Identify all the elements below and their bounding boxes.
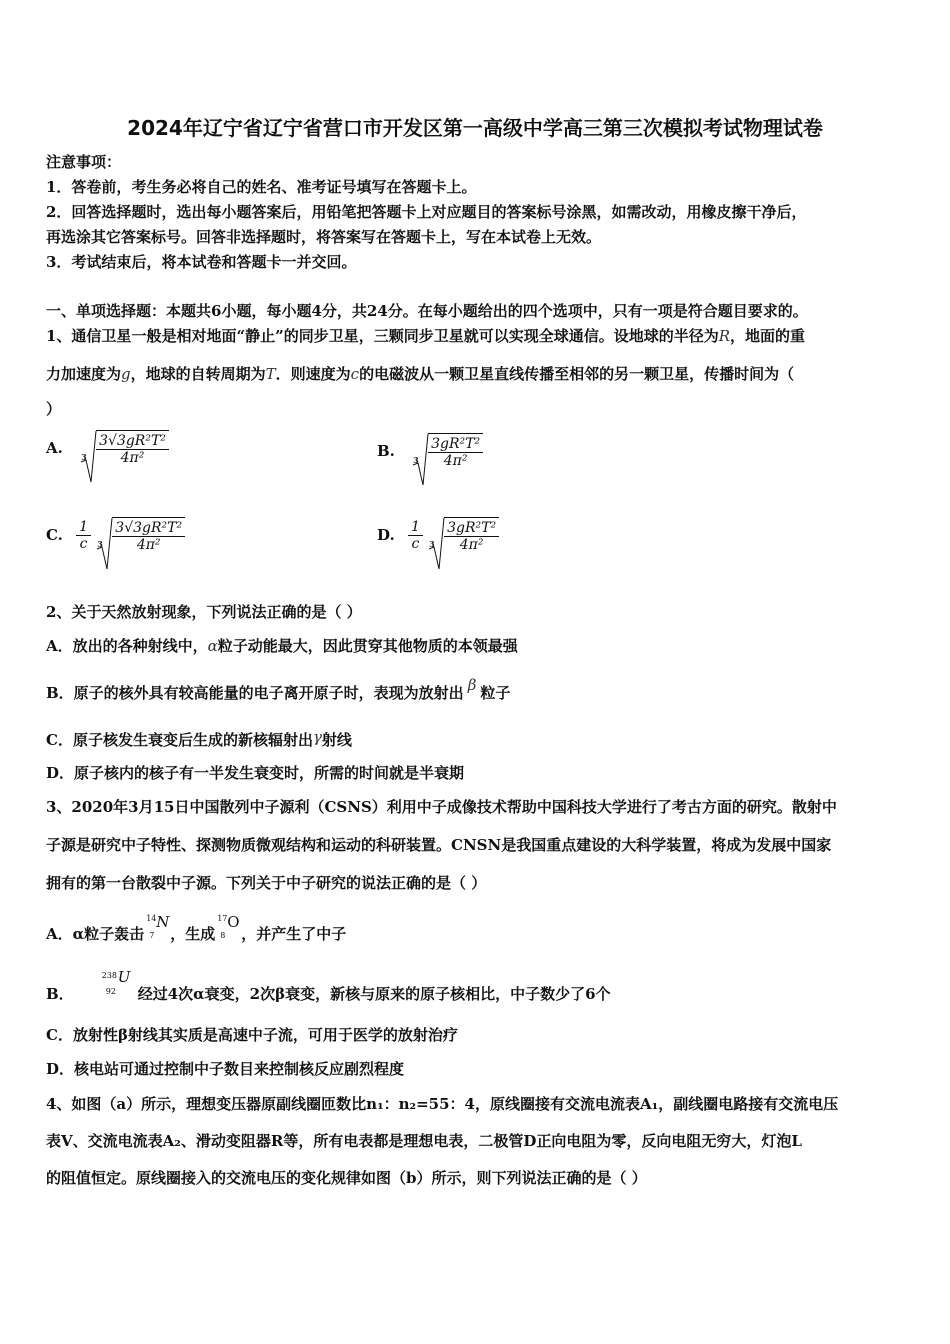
q3-option-b: B． 238 92 U 经过4次α衰变，2次β衰变，新核与原来的原子核相比，中子数少了6个 — [46, 968, 611, 1003]
nuclide-u: 238 92 U — [101, 968, 131, 996]
q3-option-c: C．放射性β射线其实质是高速中子流，可用于医学的放射治疗 — [46, 1026, 458, 1044]
q1-option-a: A. 3 $\frac{\text{3√3gR²T²}}{\text{4π²}}$ — [46, 430, 169, 466]
q2-option-a: A．放出的各种射线中，α粒子动能最大，因此贯穿其他物质的本领最强 — [46, 637, 518, 655]
section-heading: 一、单项选择题：本题共6小题，每小题4分，共24分。在每小题给出的四个选项中，只有一项是符合题目要求的。 — [46, 302, 808, 320]
q2-option-b: B．原子的核外具有较高能量的电子离开原子时，表现为放射出 β 粒子 — [46, 676, 511, 702]
notice-item: 3．考试结束后，将本试卷和答题卡一并交回。 — [46, 253, 357, 271]
math-symbol: c — [350, 365, 360, 383]
nuclide-o: 17 8 O — [217, 913, 240, 940]
q4-line1: 4、如图（a）所示，理想变压器原副线圈匝数比n₁：n₂=55：4，原线圈接有交流电流表A₁，副线圈电路接有交流电压 — [46, 1095, 839, 1113]
beta-symbol: β — [467, 676, 477, 694]
alpha-symbol: α — [207, 637, 218, 655]
q3-line1: 3、2020年3月15日中国散列中子源利（CSNS）利用中子成像技术帮助中国科技大学进行了考古方面的研究。散射中 — [46, 798, 837, 816]
cube-root: 3 $\frac{\text{3gR²T²}}{\text{4π²}}$ — [412, 433, 483, 469]
cube-root: 3 $\frac{\text{3√3gR²T²}}{\text{4π²}}$ — [80, 430, 169, 466]
q1-line2: 力加速度为g，地球的自转周期为T．则速度为c的电磁波从一颗卫星直线传播至相邻的另一颗卫星，传播时间为（ — [46, 365, 795, 383]
notice-heading: 注意事项： — [46, 153, 122, 171]
q4-line3: 的阻值恒定。原线圈接入的交流电压的变化规律如图（b）所示，则下列说法正确的是（ ） — [46, 1169, 647, 1187]
q2-stem: 2、关于天然放射现象，下列说法正确的是（ ） — [46, 603, 362, 621]
page-title: 2024年辽宁省辽宁省营口市开发区第一高级中学高三第三次模拟考试物理试卷 — [127, 116, 823, 140]
q4-line2: 表V、交流电流表A₂、滑动变阻器R等，所有电表都是理想电表，二极管D正向电阻为零，反向电阻无穷大，灯泡L — [46, 1132, 802, 1150]
math-symbol: R — [718, 327, 730, 345]
q1-line1: 1、通信卫星一般是相对地面“静止”的同步卫星，三颗同步卫星就可以实现全球通信。设地球的半径为R，地面的重 — [46, 327, 806, 345]
q1-option-b: B. 3 $\frac{\text{3gR²T²}}{\text{4π²}}$ — [377, 433, 483, 469]
math-symbol: g — [121, 365, 131, 383]
q3-option-a: A．α粒子轰击 14 7 N ，生成 17 8 O ，并产生了中子 — [46, 913, 347, 943]
cube-root: 3 $\frac{\text{3√3gR²T²}}{\text{4π²}}$ — [96, 517, 185, 553]
q1-option-d: D. $\frac{1}{c}$ 3 $\frac{\text{3gR²T²}}{\text{4π²}}$ — [377, 517, 499, 553]
q2-option-c: C．原子核发生衰变后生成的新核辐射出γ射线 — [46, 728, 352, 749]
gamma-symbol: γ — [312, 728, 322, 746]
q2-option-d: D．原子核内的核子有一半发生衰变时，所需的时间就是半衰期 — [46, 764, 465, 782]
coefficient-fraction: $\frac{1}{c}$ — [76, 519, 91, 552]
notice-item: 1．答卷前，考生务必将自己的姓名、准考证号填写在答题卡上。 — [46, 178, 477, 196]
q1-line3: ） — [46, 400, 62, 418]
q3-option-d: D．核电站可通过控制中子数目来控制核反应剧烈程度 — [46, 1060, 405, 1078]
math-symbol: T — [265, 365, 276, 383]
cube-root: 3 $\frac{\text{3gR²T²}}{\text{4π²}}$ — [428, 517, 499, 553]
q3-line3: 拥有的第一台散裂中子源。下列关于中子研究的说法正确的是（ ） — [46, 874, 487, 892]
coefficient-fraction: $\frac{1}{c}$ — [408, 519, 423, 552]
notice-item: 再选涂其它答案标号。回答非选择题时，将答案写在答题卡上，写在本试卷上无效。 — [46, 228, 602, 246]
q3-line2: 子源是研究中子特性、探测物质微观结构和运动的科研装置。CNSN是我国重点建设的大科学装置，将成为发展中国家 — [46, 836, 832, 854]
q1-option-c: C. $\frac{1}{c}$ 3 $\frac{\text{3√3gR²T²}}{\text{4π²}}$ — [46, 517, 185, 553]
nuclide-n: 14 7 N — [146, 913, 170, 940]
notice-item: 2．回答选择题时，选出每小题答案后，用铅笔把答题卡上对应题目的答案标号涂黑，如需改动，用橡皮擦干净后， — [46, 203, 807, 221]
